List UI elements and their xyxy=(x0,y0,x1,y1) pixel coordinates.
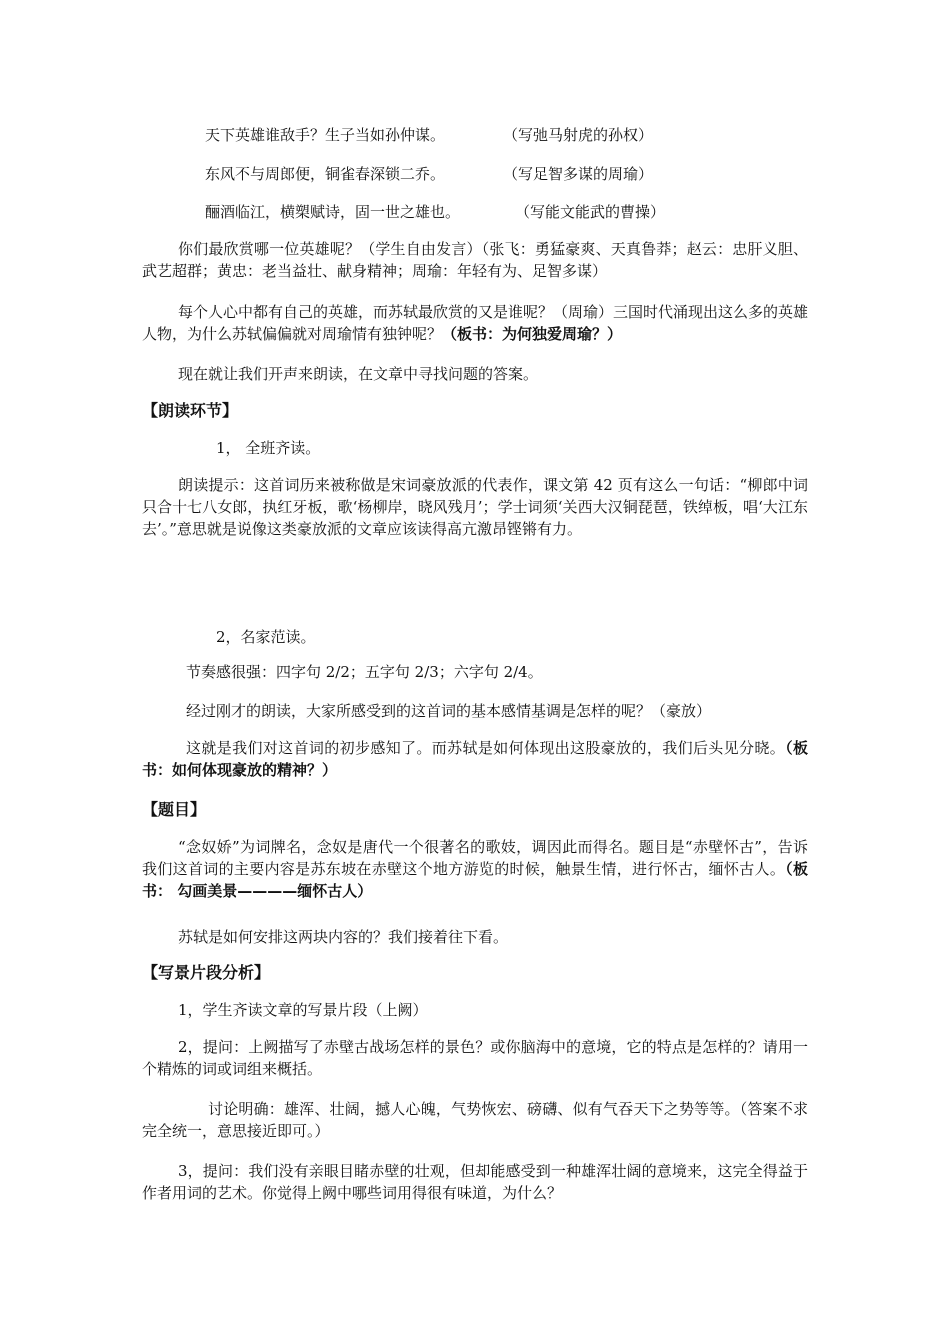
section-heading-title: 【题目】 xyxy=(142,800,207,819)
paragraph-su-shi-hero: 每个人心中都有自己的英雄，而苏轼最欣赏的又是谁呢？（周瑜）三国时代涌现出这么多的英雄人物，为什么苏轼偏偏就对周瑜情有独钟呢？（板书：为何独爱周瑜？） xyxy=(142,303,809,343)
board-note-scenery-history: （板书： 勾画美景————缅怀古人） xyxy=(142,860,808,900)
paragraph-favorite-hero: 你们最欣赏哪一位英雄呢？（学生自由发言）（张飞：勇猛豪爽、天真鲁莽；赵云：忠肝义胆、武艺超群；黄忠：老当益壮、献身精神；周瑜：年轻有为、足智多谋） xyxy=(142,240,808,280)
board-note-bold-spirit: （板书：如何体现豪放的精神？） xyxy=(142,739,808,779)
section-heading-scenery: 【写景片段分析】 xyxy=(142,963,271,982)
scenery-step-2: 2，提问：上阙描写了赤壁古战场怎样的景色？或你脑海中的意境，它的特点是怎样的？请用一个精炼的词或词组来概括。 xyxy=(142,1038,808,1078)
poem-line-1: 天下英雄谁敌手？生子当如孙仲谋。 （写弛马射虎的孙权） xyxy=(205,126,654,144)
scenery-step-3: 3，提问：我们没有亲眼目睹赤壁的壮观，但却能感受到一种雄浑壮阔的意境来，这完全得益于作者用词的艺术。你觉得上阙中哪些词用得很有味道，为什么？ xyxy=(142,1162,808,1202)
paragraph-arrangement: 苏轼是如何安排这两块内容的？我们接着往下看。 xyxy=(178,928,509,946)
poem-line-3: 酾酒临江，横槊赋诗，固一世之雄也。 （写能文能武的曹操） xyxy=(205,203,666,221)
paragraph-emotion-question: 经过刚才的朗读，大家所感受到的这首词的基本感情基调是怎样的呢？（豪放） xyxy=(186,702,712,720)
paragraph-initial-feeling: 这就是我们对这首词的初步感知了。而苏轼是如何体现出这股豪放的，我们后头见分晓。（板书：如何体现豪放的精神？） xyxy=(142,739,808,779)
paragraph-reading-tip: 朗读提示：这首词历来被称做是宋词豪放派的代表作，课文第 42 页有这么一句话：“柳郎中词只合十七八女郎，执红牙板，歌‘杨柳岸，晓风残月’；学士词须‘关西大汉铜琵琶，铁绰板，唱‘大江东去’。”意思就是说像这类豪放派的文章应该读得高亢激昂铿锵有力。 xyxy=(142,476,808,538)
step-2-master-reading: 2，名家范读。 xyxy=(216,628,316,646)
paragraph-read-aloud: 现在就让我们开声来朗读，在文章中寻找问题的答案。 xyxy=(178,365,539,383)
board-note-why-zhou-yu: （板书：为何独爱周瑜？） xyxy=(442,325,623,343)
section-heading-reading: 【朗读环节】 xyxy=(142,401,239,420)
scenery-discussion: 讨论明确：雄浑、壮阔，撼人心魄，气势恢宏、磅礴、似有气吞天下之势等等。（答案不求完全统一，意思接近即可。） xyxy=(142,1100,808,1140)
paragraph-title-explanation: “念奴娇”为词牌名，念奴是唐代一个很著名的歌妓，调因此而得名。题目是“赤壁怀古”，告诉我们这首词的主要内容是苏东坡在赤壁这个地方游览的时候，触景生情，进行怀古，缅怀古人。（板书： 勾画美景————缅怀古人） xyxy=(142,838,808,900)
scenery-step-1: 1，学生齐读文章的写景片段（上阙） xyxy=(178,1001,428,1019)
paragraph-rhythm: 节奏感很强：四字句 2/2；五字句 2/3；六字句 2/4。 xyxy=(186,663,543,681)
step-1-whole-class: 1， 全班齐读。 xyxy=(216,439,321,457)
poem-line-2: 东风不与周郎便，铜雀春深锁二乔。 （写足智多谋的周瑜） xyxy=(205,165,654,183)
